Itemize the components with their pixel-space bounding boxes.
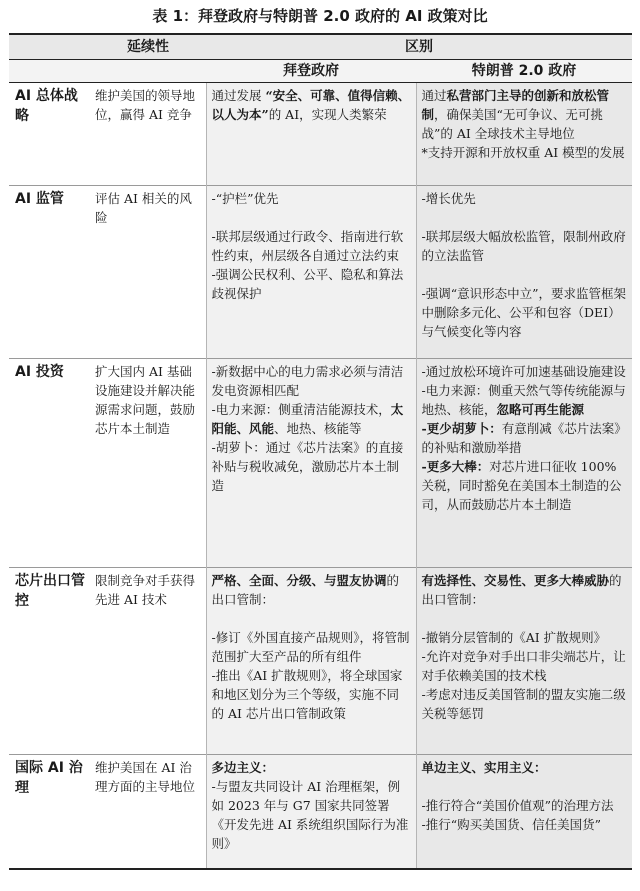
text-run: 对芯片进口征收 100%关税，同时豁免在美国本土制造的公司，从而鼓励芯片本土制造 [421,459,622,512]
text-run: 有意削减《芯片法案》的补贴和激励举措 [421,421,627,455]
row-continuity: 维护美国的领导地位，赢得 AI 竞争 [95,88,196,122]
text-run: 、地热、核能等 [274,421,362,436]
biden-paragraph [212,777,411,853]
row-topic: AI 投资 [15,364,64,380]
trump-paragraph [422,796,628,815]
row-continuity: 扩大国内 AI 基础设施建设并解决能源需求问题，鼓励芯片本土制造 [95,364,196,436]
header-sub-blank-2 [90,60,206,83]
bold-text: 太阳能、风能 [211,402,404,436]
text-run: -与盟友共同设计 AI 治理框架，例如 2023 年与 G7 国家共同签署《开发先进 AI 系统组织国际行为准则》 [211,779,409,851]
row-trump-cell [416,755,632,869]
bold-text: 多边主义： [211,760,275,775]
row-trump-cell [416,568,632,755]
biden-paragraph [212,189,411,208]
bold-text: “安全、可靠、值得信赖、以人为本” [211,88,411,122]
row-topic: AI 监管 [15,191,64,207]
text-run: -电力来源：侧重清洁能源技术， [211,402,391,417]
header-continuity: 延续性 [90,34,206,60]
bold-text: 忽略可再生能源 [496,402,585,417]
biden-paragraph [212,227,411,265]
row-biden-cell [206,359,416,568]
header-difference: 区别 [206,34,632,60]
bold-text: 单边主义、实用主义： [421,760,547,775]
header-sub-blank-1 [9,60,90,83]
text-run: -允许对竞争对手出口非尖端芯片，让对手依赖美国的技术栈 [421,649,626,683]
trump-paragraph [422,362,628,381]
trump-paragraph [422,419,628,457]
table-row [9,83,632,186]
header-row-sub [9,60,632,83]
trump-paragraph [422,227,628,265]
text-run: 的出口管制： [421,573,622,607]
trump-paragraph [422,284,628,341]
trump-paragraph [422,457,628,514]
bold-text: -更多大棒： [421,459,490,474]
row-biden-cell [206,186,416,359]
policy-comparison-table [9,33,632,870]
trump-paragraph [422,685,628,723]
row-continuity: 限制竞争对手获得先进 AI 技术 [95,573,196,607]
biden-paragraph [212,86,411,124]
biden-paragraph [212,362,411,400]
trump-paragraph [422,189,628,208]
biden-paragraph [212,265,411,303]
row-biden-cell [206,755,416,869]
bold-text: 严格、全面、分级、与盟友协调 [211,573,387,588]
text-run: -推行符合“美国价值观”的治理方法 [421,798,614,813]
table-title: 表 1：拜登政府与特朗普 2.0 政府的 AI 政策对比 [152,7,488,25]
text-run: -新数据中心的电力需求必须与清洁发电资源相匹配 [211,364,404,398]
bold-text: -更少胡萝卜： [421,421,502,436]
row-trump-cell [416,83,632,186]
text-run: -修订《外国直接产品规则》，将管制范围扩大至产品的所有组件 [211,630,410,664]
row-biden-cell [206,568,416,755]
table-row [9,186,632,359]
table-row [9,755,632,869]
text-run: -考虑对违反美国管制的盟友实施二级关税等惩罚 [421,687,626,721]
bold-text: 私营部门主导的创新和放松管制 [421,88,610,122]
row-biden-cell [206,83,416,186]
text-run: -增长优先 [421,191,476,206]
text-run: 的 AI，实现人类繁荣 [268,107,387,122]
biden-paragraph [212,400,411,438]
trump-paragraph [422,381,628,419]
text-run: 的出口管制： [211,573,400,607]
text-run: 通过 [421,88,447,103]
text-run: -强调“意识形态中立”，要求监管框架中删除多元化、公平和包容（DEI）与气候变化等内容 [421,286,627,339]
row-continuity: 维护美国在 AI 治理方面的主导地位 [95,760,196,794]
table-row [9,568,632,755]
trump-paragraph [422,628,628,647]
text-run: 通过发展 [211,88,266,103]
text-run: -胡萝卜： [211,440,266,455]
header-row-top [9,34,632,60]
text-run: -“护栏”优先 [211,191,279,206]
biden-paragraph [212,628,411,666]
text-run: ，确保美国“无可争议、无可挑战”的 AI 全球技术主导地位 [421,107,603,141]
table-row [9,359,632,568]
biden-paragraph [212,571,411,609]
text-run: -联邦层级大幅放松监管，限制州政府的立法监管 [421,229,626,263]
text-run: -强调公民权利、公平、隐私和算法歧视保护 [211,267,404,301]
row-topic: 芯片出口管控 [15,573,85,609]
trump-paragraph [422,815,628,834]
header-trump: 特朗普 2.0 政府 [416,60,632,83]
text-run: *支持开源和开放权重 AI 模型的发展 [421,145,625,160]
text-run: -联邦层级通过行政令、指南进行软性约束，州层级各自通过立法约束 [211,229,404,263]
row-trump-cell [416,186,632,359]
row-trump-cell [416,359,632,568]
text-run: -通过放松环境许可加速基础设施建设 [421,364,626,379]
text-run: -推行“购买美国货、信任美国货” [421,817,602,832]
row-topic: AI 总体战略 [15,88,78,124]
trump-paragraph [422,86,628,143]
trump-paragraph [422,758,628,777]
biden-paragraph [212,666,411,723]
biden-paragraph [212,758,411,777]
trump-paragraph [422,143,628,162]
biden-paragraph [212,438,411,495]
text-run: -推出《AI 扩散规则》，将全球国家和地区划分为三个等级，实施不同的 AI 芯片出口管制政策 [211,668,403,721]
bold-text: 有选择性、交易性、更多大棒威胁 [421,573,610,588]
row-topic: 国际 AI 治理 [15,760,83,796]
header-biden: 拜登政府 [206,60,416,83]
trump-paragraph [422,571,628,609]
text-run: -电力来源：侧重天然气等传统能源与地热、核能， [421,383,626,417]
header-blank-cell [9,34,90,60]
trump-paragraph [422,647,628,685]
text-run: 通过《芯片法案》的直接补贴与税收减免，激励芯片本土制造 [211,440,404,493]
text-run: -撤销分层管制的《AI 扩散规则》 [421,630,607,645]
row-continuity: 评估 AI 相关的风险 [95,191,192,225]
